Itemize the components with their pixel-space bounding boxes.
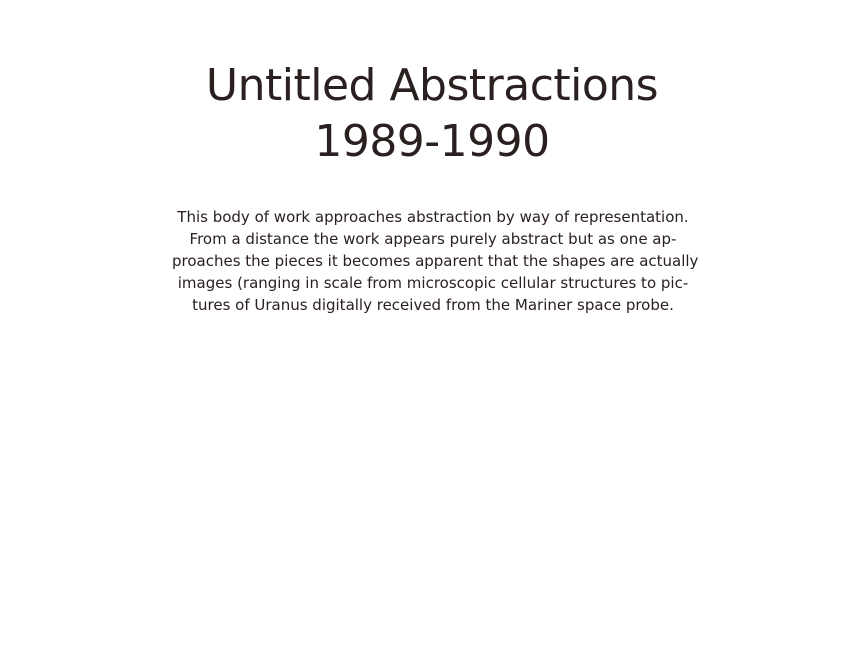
description-paragraph <box>172 206 699 316</box>
description-line: This body of work approaches abstraction by way of representation. <box>177 208 689 226</box>
title-line-dates: 1989-1990 <box>314 116 550 167</box>
title-line-name: Untitled Abstractions <box>205 60 659 111</box>
page-title <box>0 58 864 170</box>
description-line: tures of Uranus digitally received from the Mariner space probe. <box>192 296 674 314</box>
description-line: From a distance the work appears purely abstract but as one ap- <box>189 230 677 248</box>
description-line: proaches the pieces it becomes apparent that the shapes are actually <box>172 252 699 270</box>
description-line: images (ranging in scale from microscopic cellular structures to pic- <box>177 274 689 292</box>
